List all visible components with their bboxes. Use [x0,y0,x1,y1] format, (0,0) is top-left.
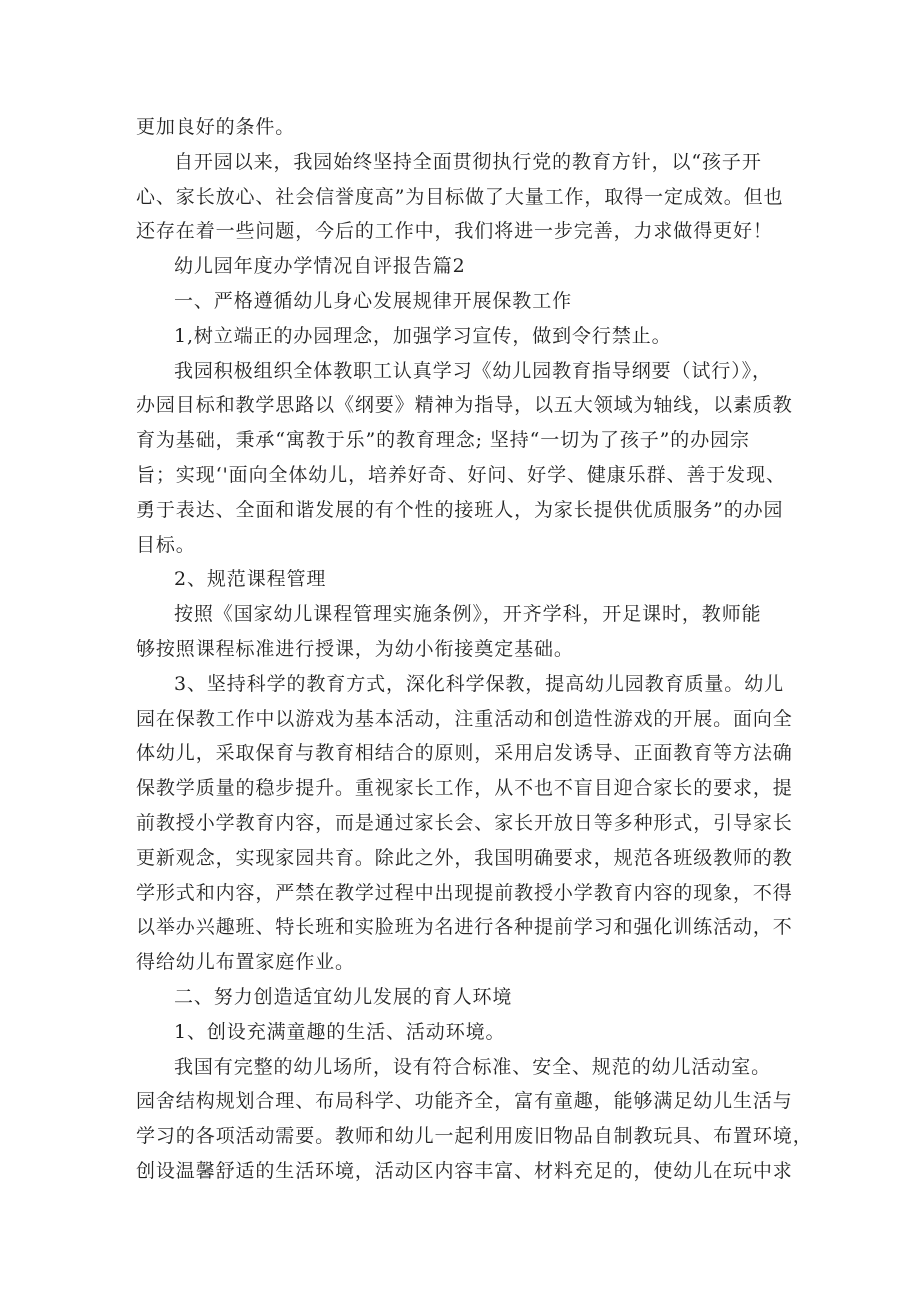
text-line: 2、规范课程管理 [174,568,327,591]
text-line: 1、创设充满童趣的生活、活动环境。 [174,1020,506,1043]
text-line: 还存在着一些问题，今后的工作中，我们将进一步完善，力求做得更好！ [136,220,773,243]
text-line: 幼儿园年度办学情况自评报告篇2 [174,255,466,278]
document-body [136,110,813,1189]
text-line: 体幼儿，采取保育与教育相结合的原则，采用启发诱导、正面教育等方法确 [136,742,793,765]
text-line: 更加良好的条件。 [136,116,296,138]
text-line: 更新观念，实现家园共育。除此之外，我国明确要求，规范各班级教师的教 [136,846,793,869]
text-line: 得给幼儿布置家庭作业。 [136,951,355,974]
text-line: 勇于表达、全面和谐发展的有个性的接班人，为家长提供优质服务”的办园 [136,498,784,521]
text-line: 按照《国家幼儿课程管理实施条例》，开齐学科，开足课时，教师能 [174,603,762,626]
text-line: 我国有完整的幼儿场所，设有符合标准、安全、规范的幼儿活动室。 [174,1055,772,1078]
text-line: 二、努力创造适宜幼儿发展的育人环境 [174,985,513,1008]
text-line: 学习的各项活动需要。教师和幼儿一起利用废旧物品自制教玩具、布置环境， [136,1125,813,1148]
text-line: 办园目标和教学思路以《纲要》精神为指导，以五大领域为轴线，以素质教 [136,394,793,417]
text-line: 学形式和内容，严禁在教学过程中出现提前教授小学教育内容的现象，不得 [136,881,793,904]
text-line: 旨；实现‘'面向全体幼儿，培养好奇、好问、好学、健康乐群、善于发现、 [136,463,786,486]
text-line: 育为基础，秉承“寓教于乐”的教育理念; 坚持“一切为了孩子”的办园宗 [136,429,750,452]
text-line: 一、严格遵循幼儿身心发展规律开展保教工作 [174,289,573,312]
text-line: 以举办兴趣班、特长班和实脸班为名进行各种提前学习和强化训练活动，不 [136,916,793,939]
text-line: 够按照课程标准进行授课，为幼小衔接奠定基础。 [136,637,574,660]
text-line: 创设温馨舒适的生活环境，活动区内容丰富、材料充足的，使幼儿在玩中求 [136,1159,793,1182]
text-line: 园舍结构规划合理、布局科学、功能齐全，富有童趣，能够满足幼儿生活与 [136,1090,793,1113]
text-line: 园在保教工作中以游戏为基本活动，注重活动和创造性游戏的开展。面向全 [136,707,793,730]
text-line: 目标。 [136,533,196,556]
text-line: 3、坚持科学的教育方式，深化科学保教，提高幼儿园教育质量。幼儿 [174,672,784,695]
text-line: 我园积极组织全体教职工认真学习《幼儿园教育指导纲要（试行）》， [174,359,772,382]
text-line: 心、家长放心、社会信誉度高”为目标做了大量工作，取得一定成效。但也 [136,185,784,208]
text-line: 前教授小学教育内容，而是通过家长会、家长开放日等多种形式，引导家长 [136,811,793,834]
text-line: 1,树立端正的办园理念，加强学习宣传，做到令行禁止。 [174,324,672,347]
text-line: 自开园以来，我园始终坚持全面贯彻执行党的教育方针，以“孩子开 [174,150,762,173]
text-line: 保教学质量的稳步提升。重视家长工作，从不也不盲目迎合家长的要求，提 [136,777,793,800]
